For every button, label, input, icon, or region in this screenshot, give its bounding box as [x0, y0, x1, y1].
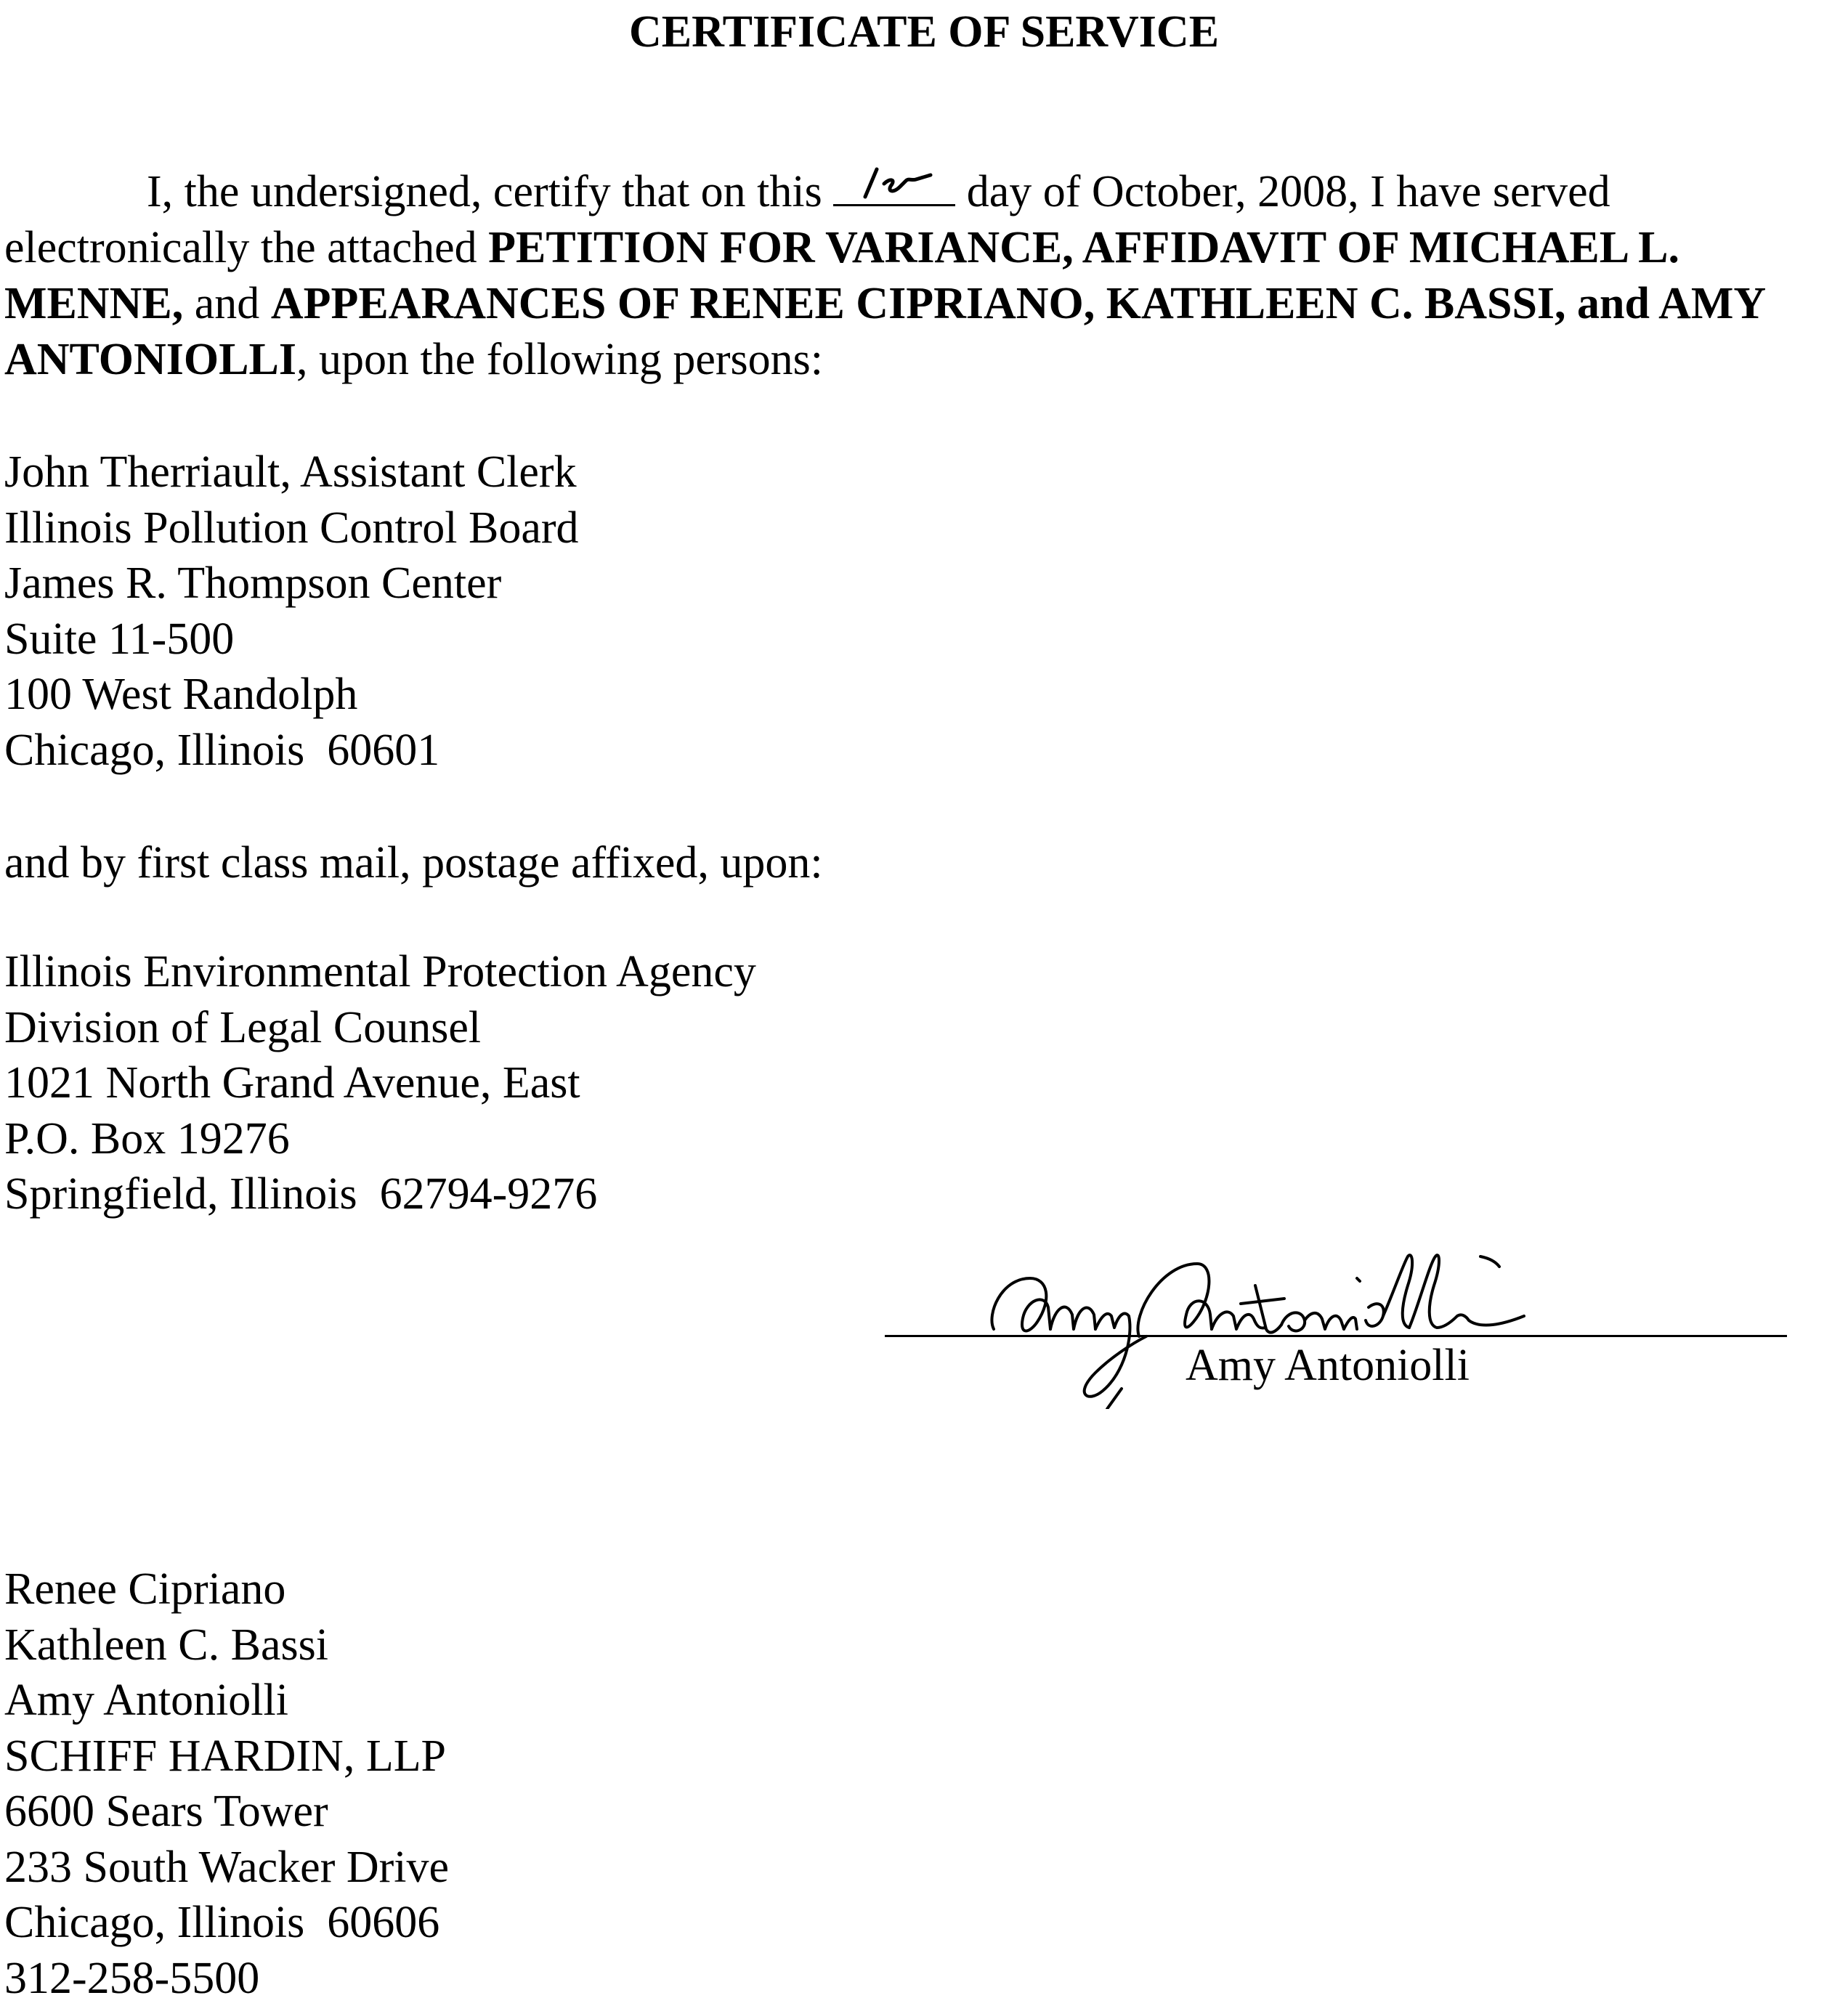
counsel-line: Chicago, Illinois 60606	[4, 1895, 449, 1951]
address-line: Chicago, Illinois 60601	[4, 723, 579, 779]
mail-service-text: and by first class mail, postage affixed, upon:	[4, 835, 823, 891]
paragraph-bold-appearances: APPEARANCES OF RENEE CIPRIANO, KATHLEEN C. BASSI, and AMY ANTONIOLLI	[4, 279, 1764, 384]
paragraph-text-2: day of October, 2008, I have served electronically the attached	[4, 167, 1610, 272]
address-line: Springfield, Illinois 62794-9276	[4, 1166, 756, 1222]
counsel-line: Amy Antoniolli	[4, 1673, 449, 1729]
counsel-line: Renee Cipriano	[4, 1562, 449, 1617]
recipient-clerk-address	[4, 444, 579, 778]
handwritten-day-mark	[858, 165, 938, 201]
counsel-line: SCHIFF HARDIN, LLP	[4, 1729, 449, 1784]
recipient-agency-address	[4, 944, 756, 1222]
address-line: 1021 North Grand Avenue, East	[4, 1055, 756, 1111]
address-line: John Therriault, Assistant Clerk	[4, 444, 579, 500]
address-line: Division of Legal Counsel	[4, 1000, 756, 1056]
address-line: James R. Thompson Center	[4, 556, 579, 612]
counsel-line: 233 South Wacker Drive	[4, 1840, 449, 1896]
signature-block	[885, 1235, 1787, 1409]
paragraph-text-3: and	[183, 279, 271, 328]
paragraph-text-1: I, the undersigned, certify that on this	[147, 167, 833, 216]
paragraph-bold-documents: PETITION FOR VARIANCE, AFFIDAVIT OF MICHAEL L. MENNE,	[4, 223, 1679, 328]
paragraph-text-4: , upon the following persons:	[296, 335, 823, 384]
address-line: 100 West Randolph	[4, 667, 579, 723]
address-line: Suite 11-500	[4, 612, 579, 667]
page-title: CERTIFICATE OF SERVICE	[0, 4, 1848, 60]
printed-signer-name: Amy Antoniolli	[1186, 1338, 1470, 1393]
address-line: Illinois Environmental Protection Agency	[4, 944, 756, 1000]
address-line: Illinois Pollution Control Board	[4, 500, 579, 556]
counsel-line: Kathleen C. Bassi	[4, 1617, 449, 1673]
certification-paragraph	[4, 164, 1842, 388]
counsel-line: 312-258-5500	[4, 1951, 449, 2006]
mail-service-line	[4, 835, 823, 891]
day-blank	[833, 166, 955, 206]
counsel-address-block	[4, 1562, 449, 2006]
address-line: P.O. Box 19276	[4, 1111, 756, 1167]
counsel-line: 6600 Sears Tower	[4, 1784, 449, 1840]
